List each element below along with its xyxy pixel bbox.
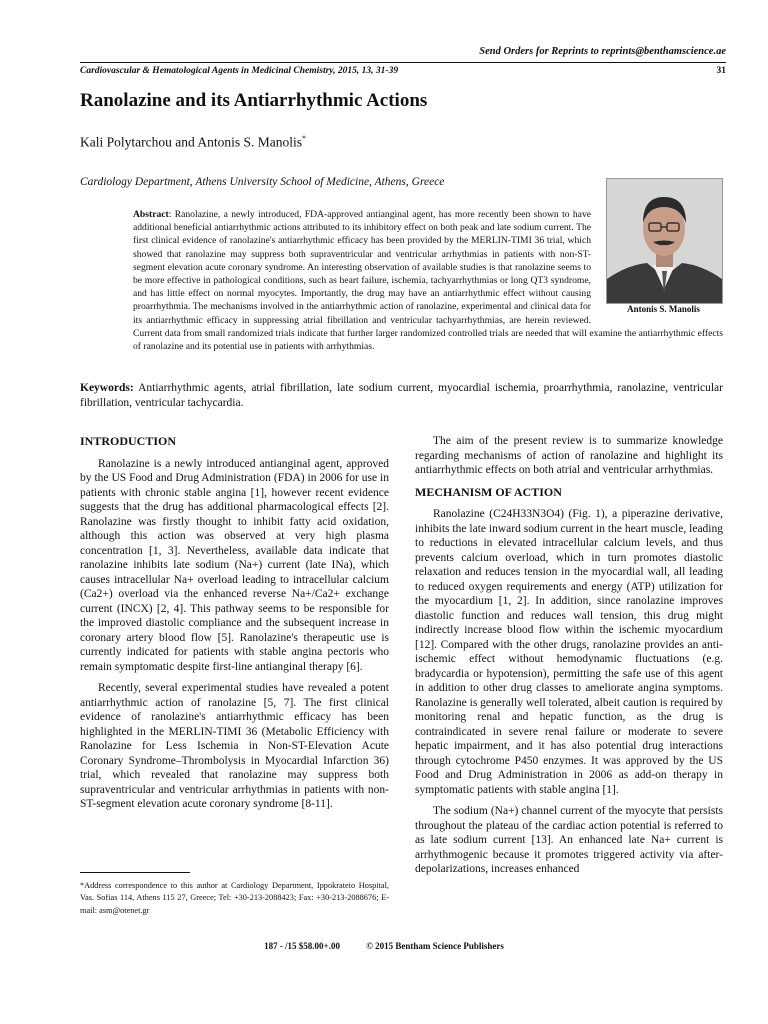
introduction-heading: INTRODUCTION [80,434,177,448]
correspondence-footnote: *Address correspondence to this author at Cardiology Department, Ippokrateio Hospital, Vas. Sofias 114, Athens 115 27, Greece; Tel: +30-213-2088423; Fax: +30-213-2088676; E-mail: asm@otenet.gr [80,881,389,915]
abstract [133,208,723,353]
photo-caption: Antonis S. Manolis [627,304,700,314]
page-footer [0,941,768,951]
author-line [80,134,306,151]
footnote-rule [80,872,190,873]
price-code: 187 - /15 $58.00+.00 [264,941,340,951]
mechanism-paragraph-2: The sodium (Na+) channel current of the myocyte that persists throughout the plateau of the cardiac action potential is referred to as late sodium current [13]. An enhanced late Na+ current is arrhythmogenic because it promotes triggered activity via after-depolarizations, increases enhanced [415,805,723,875]
mechanism-paragraph-1: Ranolazine (C24H33N3O4) (Fig. 1), a piperazine derivative, inhibits the late inward sodium current in the heart muscle, leading to reductions in elevated intracellular calcium levels, and thus prevents calcium overload, which in turn promotes diastolic relaxation and reduces tension in the myocardial wall, all leading to reduced oxygen requirements and energy (ATP) utilization for the myocardium [1, 2]. In addition, since ranolazine improves diastolic function and reduces wall tension, this drug might indirectly increase blood flow within the ischemic myocardium [12]. Compared with the other drugs, ranolazine provides an anti-ischemic effect without hemodynamic fluctuations (e.g. bradycardia or hypotension), permitting the safe use of this agent in addition to other drug classes to ameliorate angina symptoms. Ranolazine is generally well tolerated, albeit caution is required by monitoring renal and hepatic function, as the drug is contraindicated in severe renal failure or moderate to severe hepatic impairment, and it has also potential drug interactions through cytochrome P450 enzymes. It was approved by the US Food and Drug Administration in 2006 as add-on therapy in symptomatic patients with stable angina [1]. [415,508,723,796]
intro-paragraph-1: Ranolazine is a newly introduced antianginal agent, approved by the US Food and Drug Administration (FDA) in 2006 for use in patients with chronic stable angina [1], however recent evidence suggests that the drug has additional pharmacological effects [2]. Ranolazine was firstly thought to inhibit fatty acid oxidation, although this action was observed at very high plasma concentration [1, 3]. Nevertheless, available data indicate that ranolazine inhibits late sodium (Na+) current (late INa), which causes intracellular Na+ overload leading to intracellular calcium (Ca2+) overload via the enhanced reverse Na+/Ca2+ exchange current (INCX) [2, 4]. This pathway seems to be responsible for the improved diastolic compliance and the subsequent increase in coronary artery blood flow [5]. Ranolazine's therapeutic use is currently indicated for patients with stable angina pectoris who remain symptomatic despite first-line antianginal therapy [6]. [80,457,389,673]
authors: Kali Polytarchou and Antonis S. Manolis [80,134,302,150]
abstract-text: : Ranolazine, a newly introduced, FDA-approved antianginal agent, has more recently been shown to have additional beneficial antiarrhythmic actions attributed to its inhibitory effect on both peak and late sodium current. The first clinical evidence of ranolazine's antiarrhythmic efficacy has been provided by the MERLIN-TIMI 36 trial, which showed that ranolazine may suppress both supraventricular and ventricular arrhythmias in patients with non-ST-segment elevation acute coronary syndrome. An interesting observation of available studies is that ranolazine seems to be more effective in pathological conditions, such as heart failure, ischemia, tachyarrhythmias or long QT3 syndrome, and has little effect on normal myocytes. Importantly, the drug may have an antiarrhythmic effect without causing proarrhythmia. The mechanisms involved in the antiarrhythmic action of ranolazine, experimental and clinical data for its antiarrhythmic efficacy in suppressing atrial fibrillation and ventricular tachyarrhythmias, are herein reviewed. Current data from small randomized trials indicate that further larger randomized controlled trials are needed that will examine the antiarrhythmic effects of ranolazine and its potential use in patients with arrhythmias. [133,209,723,353]
left-column [80,434,389,819]
keywords [80,381,723,410]
journal-name: Cardiovascular & Hematological Agents in Medicinal Chemistry, 2015, 13, 31-39 [80,66,399,76]
intro-paragraph-2: Recently, several experimental studies have revealed a potent antiarrhythmic action of ranolazine [5, 7]. The first clinical evidence of ranolazine's antiarrhythmic efficacy has been highlighted in the MERLIN-TIMI 36 (Metabolic Efficiency with Ranolazine for Less Ischemia in Non-ST-Elevation Acute Coronary Syndrome–Thrombolysis in Myocardial Infarction 36) trial, which revealed that ranolazine may suppress both supraventricular and ventricular arrhythmias in patients with non-ST-segment elevation acute coronary syndrome [8-11]. [80,682,389,810]
author-mark: * [302,134,306,143]
header-rule [80,62,726,63]
photo-spacer [591,208,723,321]
aim-paragraph: The aim of the present review is to summarize knowledge regarding mechanisms of action of ranolazine and highlight its antiarrhythmic effects on both atrial and ventricular arrhythmias. [415,435,723,476]
keywords-text: Antiarrhythmic agents, atrial fibrillation, late sodium current, myocardial ischemia, proarrhythmia, ranolazine, ventricular fibrillation, ventricular tachycardia. [80,382,723,409]
mechanism-heading: MECHANISM OF ACTION [415,484,562,499]
affiliation: Cardiology Department, Athens University School of Medicine, Athens, Greece [80,176,445,188]
copyright: © 2015 Bentham Science Publishers [366,941,504,951]
journal-citation [80,66,726,76]
page-number: 31 [716,66,726,76]
keywords-label: Keywords: [80,382,134,394]
right-column [415,434,723,884]
abstract-label: Abstract [133,209,169,220]
article-title: Ranolazine and its Antiarrhythmic Actions [80,90,428,111]
reprints-notice: Send Orders for Reprints to reprints@benthamscience.ae [479,46,726,57]
